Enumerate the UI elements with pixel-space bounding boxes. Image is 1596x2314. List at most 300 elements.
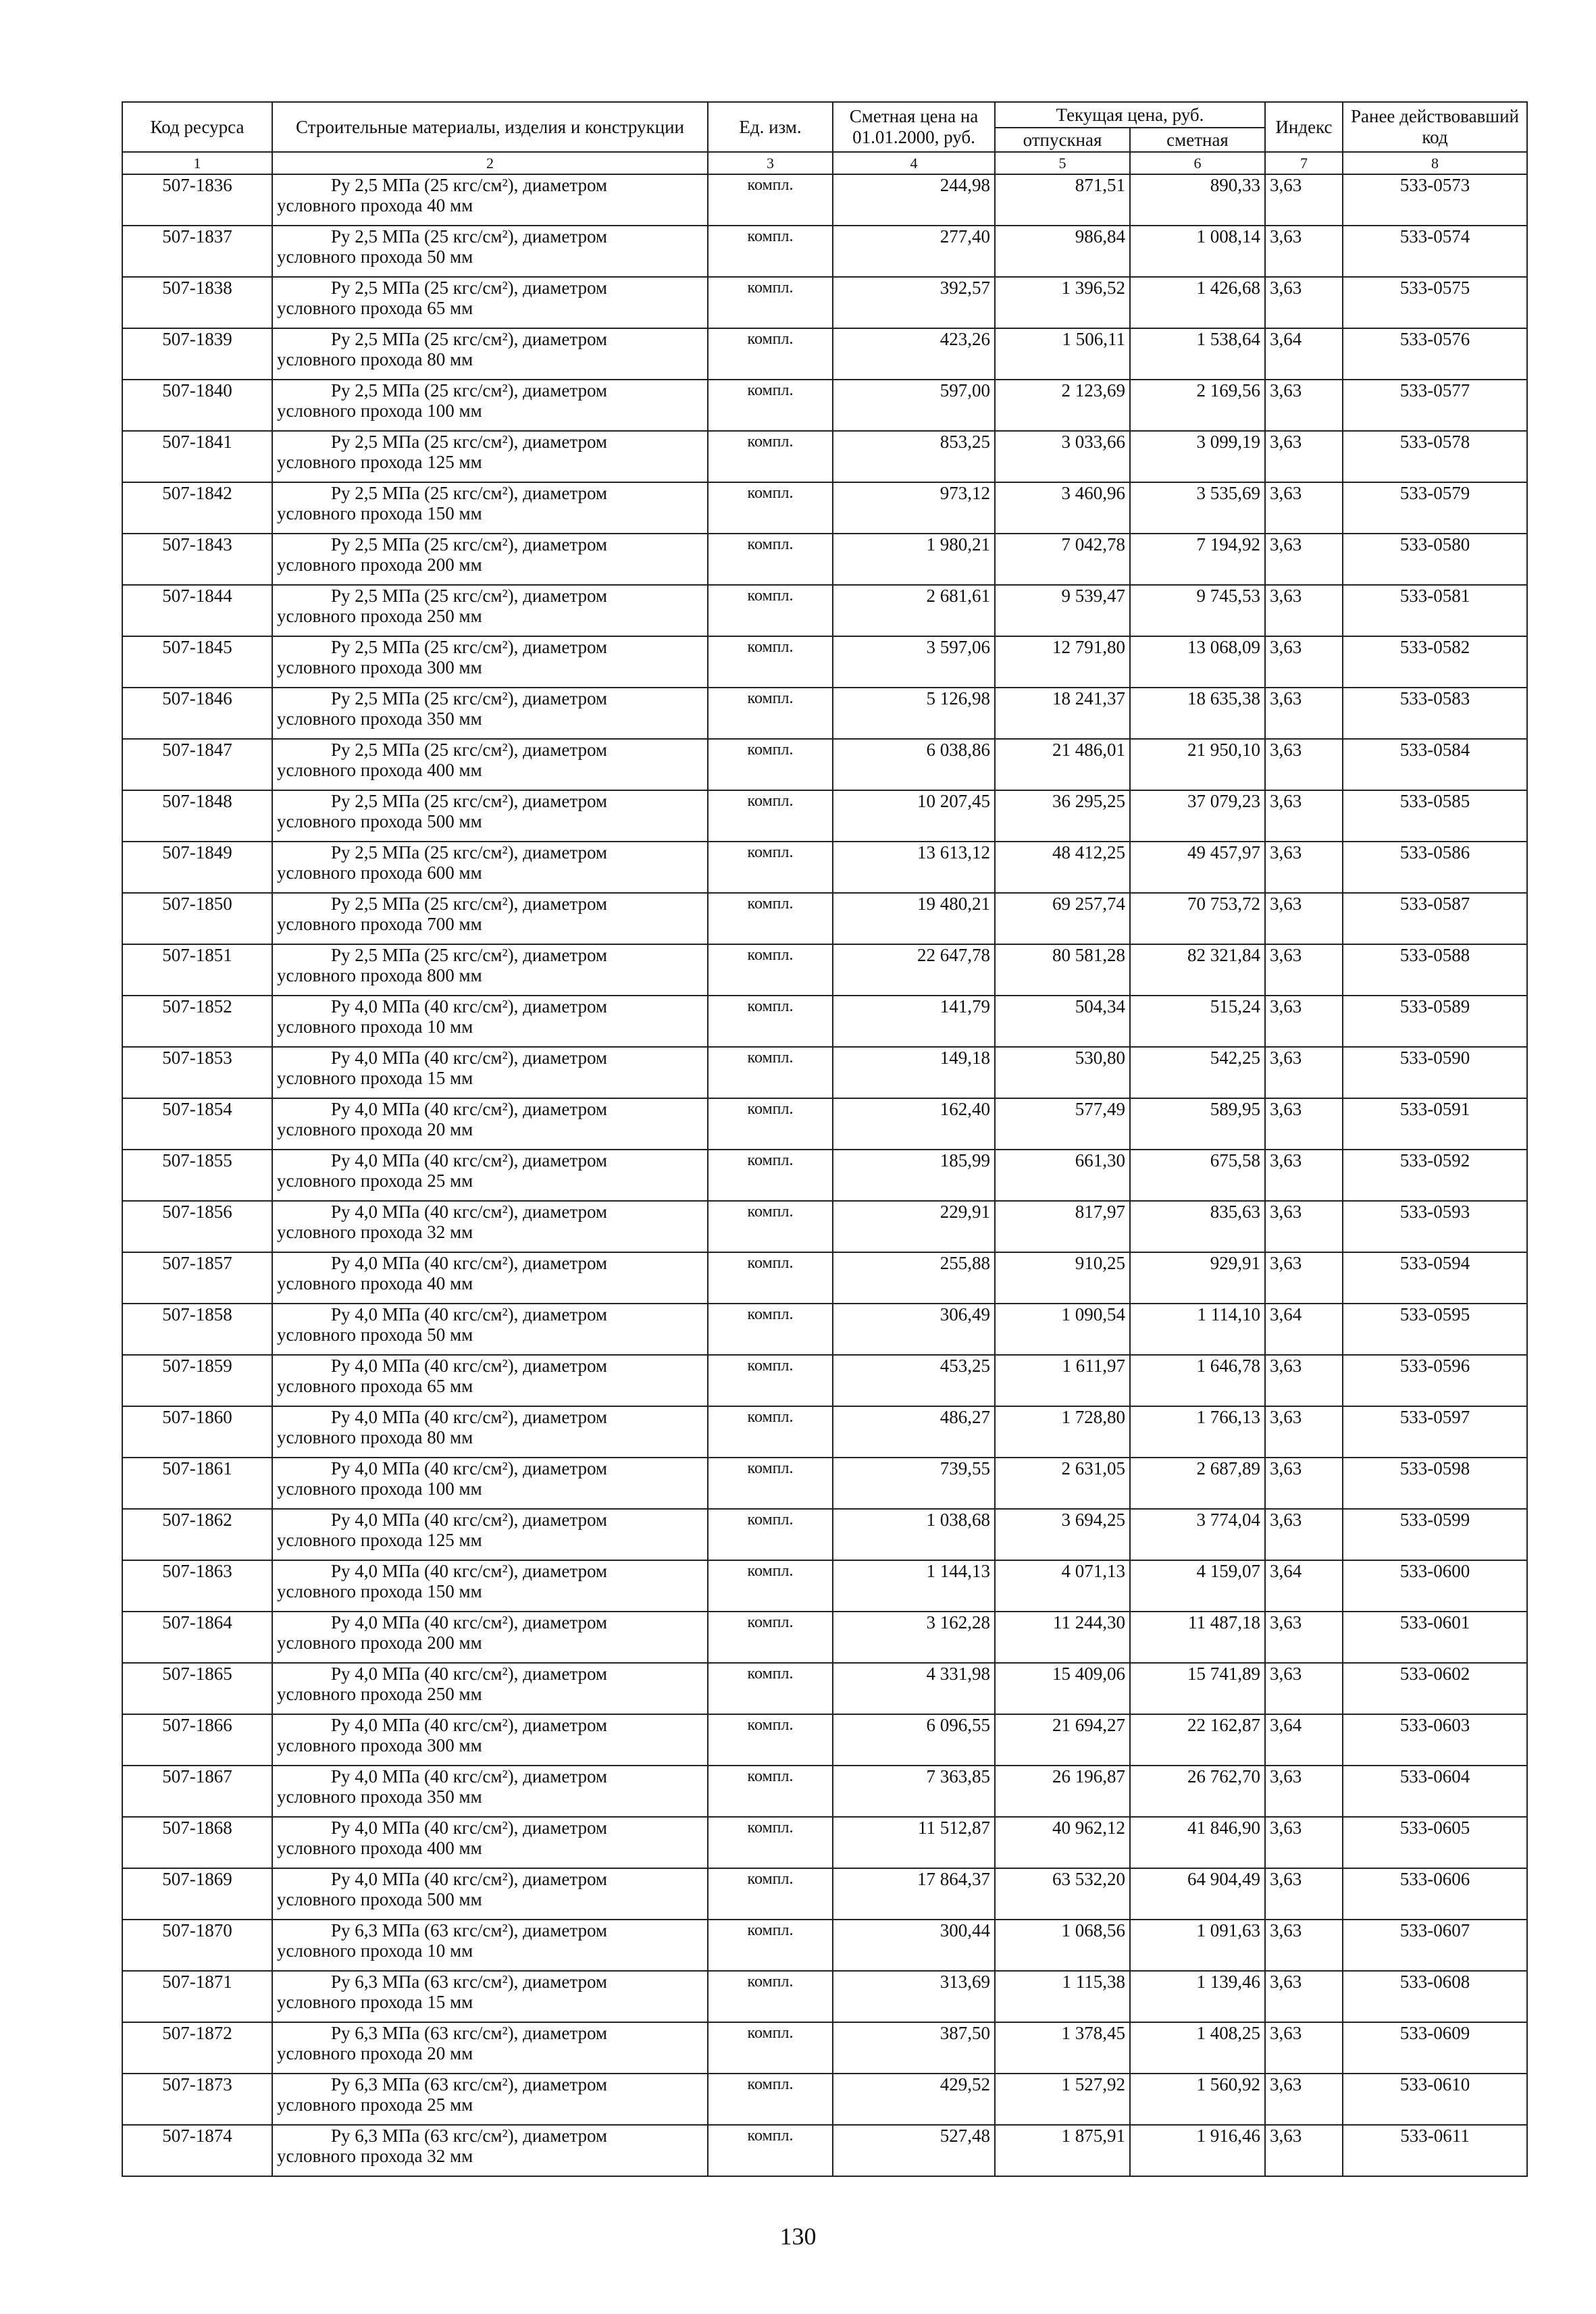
estimate-price-cell: 1 408,25 [1130,2022,1265,2074]
base-price-cell: 486,27 [833,1406,995,1458]
release-price-cell: 1 506,11 [995,328,1130,380]
bore-prefix: условного прохода [277,1273,423,1293]
prev-code-cell: 533-0584 [1343,739,1527,790]
prev-code-cell: 533-0586 [1343,842,1527,893]
index-cell: 3,63 [1265,790,1343,842]
prev-code-cell: 533-0605 [1343,1817,1527,1868]
index-cell: 3,64 [1265,1304,1343,1355]
unit-cell: компл. [708,226,833,277]
material-bore [277,2146,703,2166]
unit-cell: компл. [708,1150,833,1201]
table-row [122,739,1527,790]
bore-value: 700 мм [427,914,482,934]
prev-code-cell: 533-0576 [1343,328,1527,380]
base-price-cell: 387,50 [833,2022,995,2074]
bore-value: 80 мм [427,349,473,369]
index-cell: 3,63 [1265,1098,1343,1150]
release-price-cell: 817,97 [995,1201,1130,1252]
material-name [272,1560,708,1612]
material-name [272,1920,708,1971]
base-price-cell: 1 980,21 [833,534,995,585]
base-price-cell: 4 331,98 [833,1663,995,1714]
bore-value: 100 мм [427,1479,482,1499]
material-bore [277,1530,703,1550]
column-number: 8 [1343,152,1527,174]
material-pressure: Ру 2,5 МПа (25 кгс/см²), диаметром [331,226,608,247]
estimate-price-cell: 22 162,87 [1130,1714,1265,1766]
index-cell: 3,63 [1265,1201,1343,1252]
resource-code: 507-1865 [122,1663,272,1714]
base-price-cell: 5 126,98 [833,688,995,739]
base-price-cell: 423,26 [833,328,995,380]
bore-value: 50 мм [427,1325,473,1345]
resource-code: 507-1844 [122,585,272,636]
material-name [272,790,708,842]
table-row [122,328,1527,380]
table-row [122,1458,1527,1509]
header-name: Строительные материалы, изделия и конструкции [272,102,708,152]
estimate-price-cell: 7 194,92 [1130,534,1265,585]
bore-prefix: условного прохода [277,2094,423,2115]
bore-prefix: условного прохода [277,1530,423,1550]
page-number: 130 [779,2223,817,2250]
prev-code-cell: 533-0602 [1343,1663,1527,1714]
base-price-cell: 853,25 [833,431,995,482]
resource-code: 507-1861 [122,1458,272,1509]
resource-code: 507-1852 [122,996,272,1047]
table-row [122,1047,1527,1098]
material-pressure: Ру 2,5 МПа (25 кгс/см²), диаметром [331,278,608,298]
unit-cell: компл. [708,1098,833,1150]
release-price-cell: 1 068,56 [995,1920,1130,1971]
material-pressure: Ру 2,5 МПа (25 кгс/см²), диаметром [331,791,608,811]
material-pressure: Ру 6,3 МПа (63 кгс/см²), диаметром [331,2023,608,2043]
price-table [122,101,1528,2177]
table-row [122,1663,1527,1714]
table-row [122,431,1527,482]
resource-code: 507-1869 [122,1868,272,1920]
bore-prefix: условного прохода [277,2043,423,2063]
release-price-cell: 986,84 [995,226,1130,277]
material-name [272,226,708,277]
table-row [122,1304,1527,1355]
index-cell: 3,63 [1265,1817,1343,1868]
estimate-price-cell: 21 950,10 [1130,739,1265,790]
estimate-price-cell: 49 457,97 [1130,842,1265,893]
table-row [122,1201,1527,1252]
estimate-price-cell: 1 139,46 [1130,1971,1265,2022]
material-name [272,1355,708,1406]
material-name [272,174,708,226]
bore-prefix: условного прохода [277,1786,423,1807]
bore-value: 200 мм [427,1632,482,1653]
estimate-price-cell: 890,33 [1130,174,1265,226]
release-price-cell: 15 409,06 [995,1663,1130,1714]
unit-cell: компл. [708,534,833,585]
prev-code-cell: 533-0600 [1343,1560,1527,1612]
bore-value: 10 мм [427,1940,473,1961]
bore-prefix: условного прохода [277,1735,423,1755]
material-bore [277,1273,703,1293]
bore-value: 400 мм [427,760,482,780]
material-pressure: Ру 2,5 МПа (25 кгс/см²), диаметром [331,688,608,709]
prev-code-cell: 533-0592 [1343,1150,1527,1201]
material-pressure: Ру 2,5 МПа (25 кгс/см²), диаметром [331,432,608,452]
unit-cell: компл. [708,174,833,226]
resource-code: 507-1871 [122,1971,272,2022]
material-bore [277,1427,703,1447]
release-price-cell: 48 412,25 [995,842,1130,893]
estimate-price-cell: 1 766,13 [1130,1406,1265,1458]
material-name [272,1817,708,1868]
column-number: 3 [708,152,833,174]
unit-cell: компл. [708,636,833,688]
material-name [272,996,708,1047]
material-bore [277,195,703,215]
material-name [272,688,708,739]
resource-code: 507-1856 [122,1201,272,1252]
index-cell: 3,63 [1265,1355,1343,1406]
prev-code-cell: 533-0585 [1343,790,1527,842]
table-row [122,1920,1527,1971]
bore-value: 350 мм [427,1786,482,1807]
material-name [272,534,708,585]
bore-value: 15 мм [427,1068,473,1088]
table-row [122,996,1527,1047]
material-name [272,1201,708,1252]
bore-prefix: условного прохода [277,349,423,369]
bore-prefix: условного прохода [277,1581,423,1601]
index-cell: 3,63 [1265,688,1343,739]
bore-prefix: условного прохода [277,1017,423,1037]
table-row [122,893,1527,944]
prev-code-cell: 533-0575 [1343,277,1527,328]
prev-code-cell: 533-0589 [1343,996,1527,1047]
material-bore [277,1632,703,1653]
bore-prefix: условного прохода [277,1376,423,1396]
estimate-price-cell: 929,91 [1130,1252,1265,1304]
bore-prefix: условного прохода [277,965,423,985]
base-price-cell: 739,55 [833,1458,995,1509]
material-name [272,328,708,380]
index-cell: 3,63 [1265,1150,1343,1201]
material-pressure: Ру 4,0 МПа (40 кгс/см²), диаметром [331,1099,608,1119]
price-sheet [122,101,1526,2177]
table-header [122,102,1527,174]
estimate-price-cell: 15 741,89 [1130,1663,1265,1714]
material-bore [277,247,703,267]
resource-code: 507-1848 [122,790,272,842]
release-price-cell: 2 123,69 [995,380,1130,431]
column-number: 1 [122,152,272,174]
prev-code-cell: 533-0603 [1343,1714,1527,1766]
base-price-cell: 6 038,86 [833,739,995,790]
material-pressure: Ру 2,5 МПа (25 кгс/см²), диаметром [331,637,608,657]
material-name [272,636,708,688]
estimate-price-cell: 1 916,46 [1130,2125,1265,2176]
index-cell: 3,63 [1265,996,1343,1047]
base-price-cell: 527,48 [833,2125,995,2176]
index-cell: 3,64 [1265,328,1343,380]
index-cell: 3,64 [1265,1714,1343,1766]
bore-value: 300 мм [427,1735,482,1755]
table-row [122,1714,1527,1766]
index-cell: 3,63 [1265,1406,1343,1458]
index-cell: 3,63 [1265,1612,1343,1663]
material-pressure: Ру 4,0 МПа (40 кгс/см²), диаметром [331,1766,608,1786]
material-name [272,842,708,893]
material-bore [277,606,703,626]
index-cell: 3,63 [1265,431,1343,482]
material-bore [277,1119,703,1139]
bore-value: 150 мм [427,503,482,523]
estimate-price-cell: 835,63 [1130,1201,1265,1252]
bore-value: 10 мм [427,1017,473,1037]
unit-cell: компл. [708,1868,833,1920]
table-row [122,2022,1527,2074]
prev-code-cell: 533-0588 [1343,944,1527,996]
base-price-cell: 13 613,12 [833,842,995,893]
unit-cell: компл. [708,1971,833,2022]
prev-code-cell: 533-0587 [1343,893,1527,944]
estimate-price-cell: 70 753,72 [1130,893,1265,944]
prev-code-cell: 533-0577 [1343,380,1527,431]
material-name [272,1766,708,1817]
column-number: 5 [995,152,1130,174]
material-pressure: Ру 4,0 МПа (40 кгс/см²), диаметром [331,1869,608,1889]
header-estimate-price: сметная [1130,128,1265,152]
estimate-price-cell: 675,58 [1130,1150,1265,1201]
base-price-cell: 277,40 [833,226,995,277]
material-pressure: Ру 4,0 МПа (40 кгс/см²), диаметром [331,1253,608,1273]
material-bore [277,1222,703,1242]
resource-code: 507-1873 [122,2074,272,2125]
bore-value: 65 мм [427,1376,473,1396]
estimate-price-cell: 18 635,38 [1130,688,1265,739]
resource-code: 507-1855 [122,1150,272,1201]
bore-value: 25 мм [427,2094,473,2115]
bore-prefix: условного прохода [277,1068,423,1088]
material-pressure: Ру 2,5 МПа (25 кгс/см²), диаметром [331,842,608,863]
prev-code-cell: 533-0574 [1343,226,1527,277]
material-bore [277,1889,703,1909]
release-price-cell: 577,49 [995,1098,1130,1150]
bore-value: 40 мм [427,195,473,215]
material-bore [277,1838,703,1858]
bore-prefix: условного прохода [277,503,423,523]
material-pressure: Ру 6,3 МПа (63 кгс/см²), диаметром [331,1972,608,1992]
table-body [122,174,1527,2176]
material-pressure: Ру 4,0 МПа (40 кгс/см²), диаметром [331,1612,608,1632]
index-cell: 3,63 [1265,482,1343,534]
base-price-cell: 313,69 [833,1971,995,2022]
unit-cell: компл. [708,2125,833,2176]
material-bore [277,401,703,421]
release-price-cell: 1 378,45 [995,2022,1130,2074]
table-row [122,1612,1527,1663]
material-pressure: Ру 4,0 МПа (40 кгс/см²), диаметром [331,1458,608,1479]
bore-value: 600 мм [427,863,482,883]
bore-value: 125 мм [427,452,482,472]
bore-prefix: условного прохода [277,1889,423,1909]
unit-cell: компл. [708,277,833,328]
bore-prefix: условного прохода [277,1684,423,1704]
index-cell: 3,63 [1265,1047,1343,1098]
prev-code-cell: 533-0609 [1343,2022,1527,2074]
base-price-cell: 3 597,06 [833,636,995,688]
table-row [122,174,1527,226]
base-price-cell: 973,12 [833,482,995,534]
release-price-cell: 12 791,80 [995,636,1130,688]
unit-cell: компл. [708,1201,833,1252]
material-bore [277,555,703,575]
resource-code: 507-1866 [122,1714,272,1766]
bore-prefix: условного прохода [277,1222,423,1242]
bore-prefix: условного прохода [277,1119,423,1139]
release-price-cell: 9 539,47 [995,585,1130,636]
estimate-price-cell: 26 762,70 [1130,1766,1265,1817]
bore-value: 100 мм [427,401,482,421]
material-bore [277,1684,703,1704]
material-bore [277,1376,703,1396]
table-row [122,482,1527,534]
base-price-cell: 22 647,78 [833,944,995,996]
column-number: 7 [1265,152,1343,174]
unit-cell: компл. [708,1406,833,1458]
estimate-price-cell: 3 535,69 [1130,482,1265,534]
material-name [272,1150,708,1201]
index-cell: 3,63 [1265,1663,1343,1714]
material-name [272,431,708,482]
release-price-cell: 504,34 [995,996,1130,1047]
material-bore [277,452,703,472]
resource-code: 507-1849 [122,842,272,893]
bore-prefix: условного прохода [277,1632,423,1653]
resource-code: 507-1874 [122,2125,272,2176]
material-pressure: Ру 2,5 МПа (25 кгс/см²), диаметром [331,483,608,503]
bore-prefix: условного прохода [277,452,423,472]
release-price-cell: 1 527,92 [995,2074,1130,2125]
estimate-price-cell: 1 426,68 [1130,277,1265,328]
base-price-cell: 7 363,85 [833,1766,995,1817]
material-bore [277,965,703,985]
header-current-price: Текущая цена, руб. [995,102,1265,128]
bore-prefix: условного прохода [277,811,423,831]
prev-code-cell: 533-0595 [1343,1304,1527,1355]
material-pressure: Ру 4,0 МПа (40 кгс/см²), диаметром [331,1510,608,1530]
material-pressure: Ру 2,5 МПа (25 кгс/см²), диаметром [331,175,608,195]
prev-code-cell: 533-0607 [1343,1920,1527,1971]
bore-prefix: условного прохода [277,1940,423,1961]
base-price-cell: 3 162,28 [833,1612,995,1663]
base-price-cell: 244,98 [833,174,995,226]
prev-code-cell: 533-0611 [1343,2125,1527,2176]
release-price-cell: 69 257,74 [995,893,1130,944]
bore-prefix: условного прохода [277,1992,423,2012]
estimate-price-cell: 37 079,23 [1130,790,1265,842]
bore-value: 50 мм [427,247,473,267]
material-pressure: Ру 4,0 МПа (40 кгс/см²), диаметром [331,1304,608,1325]
prev-code-cell: 533-0608 [1343,1971,1527,2022]
resource-code: 507-1847 [122,739,272,790]
index-cell: 3,63 [1265,380,1343,431]
unit-cell: компл. [708,790,833,842]
bore-value: 200 мм [427,555,482,575]
release-price-cell: 80 581,28 [995,944,1130,996]
material-bore [277,760,703,780]
estimate-price-cell: 1 560,92 [1130,2074,1265,2125]
material-pressure: Ру 6,3 МПа (63 кгс/см²), диаметром [331,1920,608,1940]
table-row [122,688,1527,739]
release-price-cell: 871,51 [995,174,1130,226]
resource-code: 507-1870 [122,1920,272,1971]
bore-prefix: условного прохода [277,2146,423,2166]
material-pressure: Ру 2,5 МПа (25 кгс/см²), диаметром [331,945,608,965]
base-price-cell: 306,49 [833,1304,995,1355]
bore-value: 250 мм [427,606,482,626]
index-cell: 3,63 [1265,1509,1343,1560]
unit-cell: компл. [708,1920,833,1971]
header-release-price: отпускная [995,128,1130,152]
material-bore [277,1068,703,1088]
resource-code: 507-1850 [122,893,272,944]
material-pressure: Ру 2,5 МПа (25 кгс/см²), диаметром [331,740,608,760]
header-prev-code: Ранее действовавший код [1343,102,1527,152]
release-price-cell: 1 090,54 [995,1304,1130,1355]
resource-code: 507-1860 [122,1406,272,1458]
material-name [272,482,708,534]
material-bore [277,709,703,729]
material-pressure: Ру 2,5 МПа (25 кгс/см²), диаметром [331,329,608,349]
unit-cell: компл. [708,2022,833,2074]
unit-cell: компл. [708,842,833,893]
material-name [272,1047,708,1098]
estimate-price-cell: 11 487,18 [1130,1612,1265,1663]
material-name [272,1971,708,2022]
material-name [272,1406,708,1458]
resource-code: 507-1854 [122,1098,272,1150]
unit-cell: компл. [708,431,833,482]
estimate-price-cell: 82 321,84 [1130,944,1265,996]
unit-cell: компл. [708,1817,833,1868]
table-row [122,2074,1527,2125]
unit-cell: компл. [708,1766,833,1817]
index-cell: 3,63 [1265,1458,1343,1509]
header-base-price: Сметная цена на 01.01.2000, руб. [833,102,995,152]
release-price-cell: 21 694,27 [995,1714,1130,1766]
material-bore [277,914,703,934]
material-pressure: Ру 2,5 МПа (25 кгс/см²), диаметром [331,586,608,606]
release-price-cell: 2 631,05 [995,1458,1130,1509]
estimate-price-cell: 542,25 [1130,1047,1265,1098]
material-name [272,277,708,328]
material-pressure: Ру 4,0 МПа (40 кгс/см²), диаметром [331,1715,608,1735]
estimate-price-cell: 4 159,07 [1130,1560,1265,1612]
prev-code-cell: 533-0599 [1343,1509,1527,1560]
material-bore [277,811,703,831]
material-bore [277,657,703,677]
index-cell: 3,63 [1265,1920,1343,1971]
index-cell: 3,63 [1265,944,1343,996]
material-name [272,1509,708,1560]
table-row [122,226,1527,277]
prev-code-cell: 533-0604 [1343,1766,1527,1817]
estimate-price-cell: 2 169,56 [1130,380,1265,431]
bore-value: 15 мм [427,1992,473,2012]
base-price-cell: 1 144,13 [833,1560,995,1612]
material-pressure: Ру 4,0 МПа (40 кгс/см²), диаметром [331,1356,608,1376]
bore-value: 32 мм [427,1222,473,1242]
